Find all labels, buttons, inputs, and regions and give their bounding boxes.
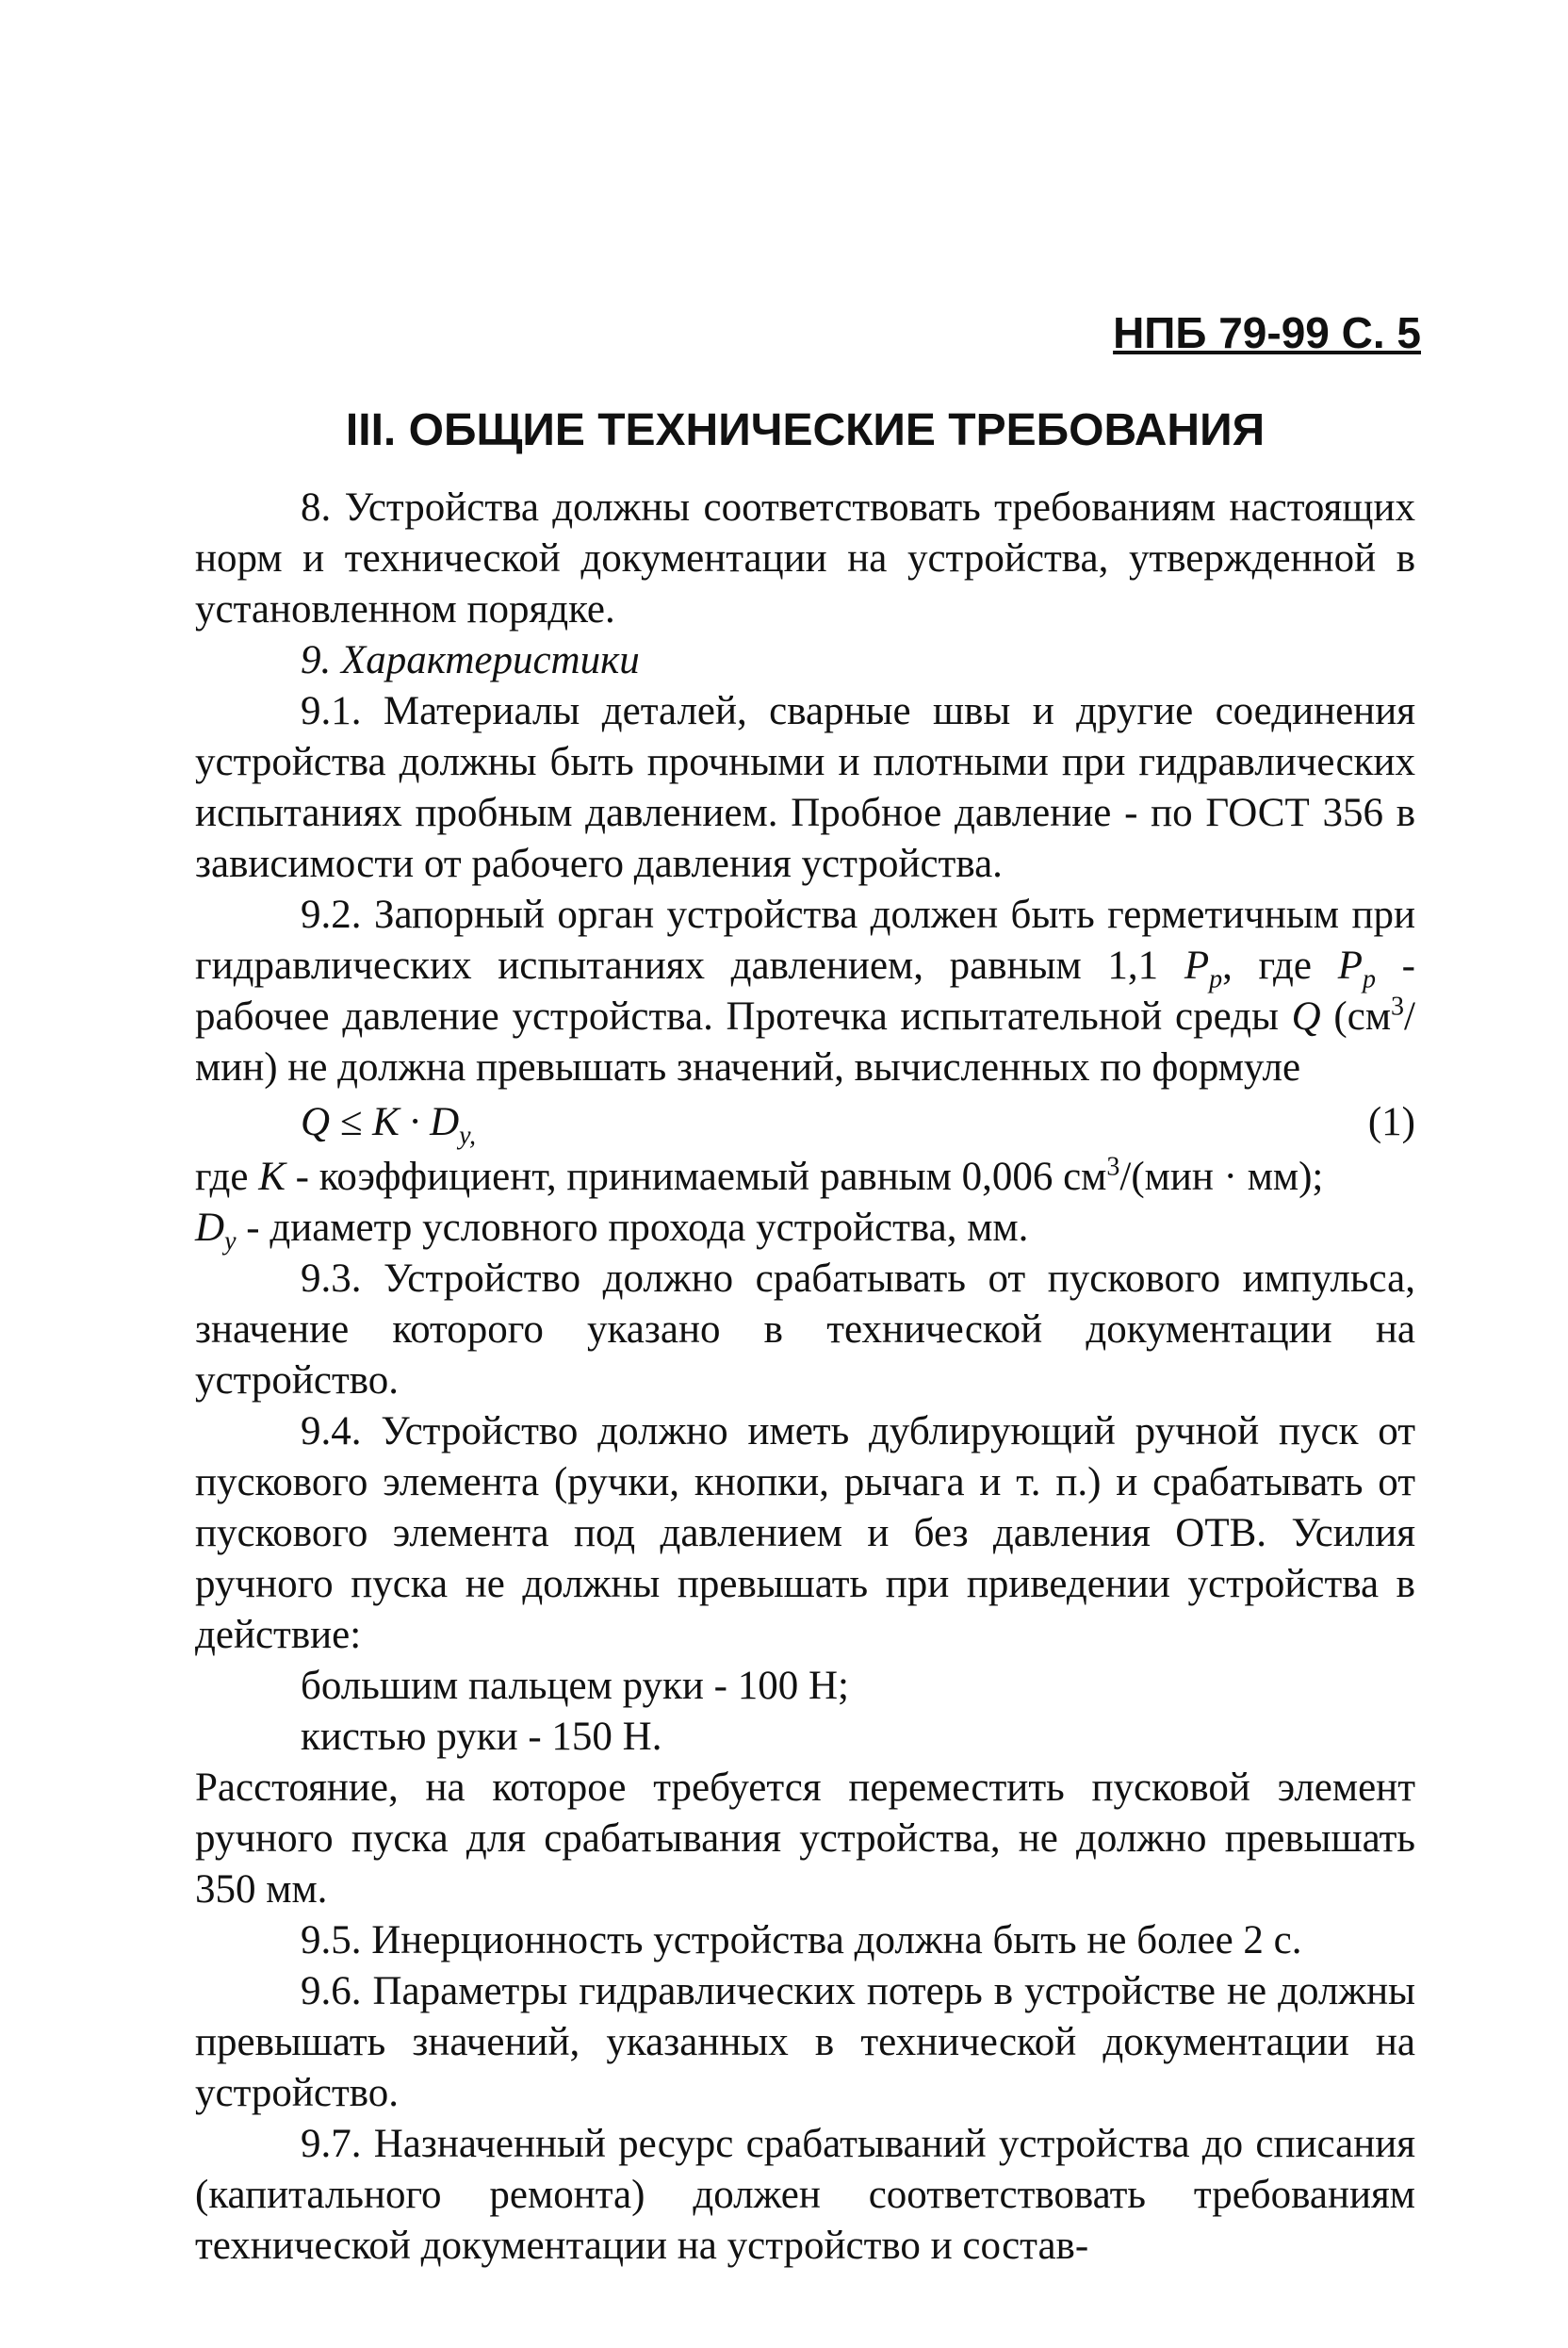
text-run: /(мин · мм);	[1119, 1154, 1324, 1199]
paragraph-9-5: 9.5. Инерционность устройства должна быть не более 2 с.	[301, 1917, 1302, 1962]
symbol-q: Q	[1291, 993, 1321, 1039]
list-item-thumb: большим пальцем руки - 100 Н;	[301, 1663, 849, 1708]
formula-line	[195, 1093, 1415, 1152]
paragraph-distance: Расстояние, на которое требуется переместить пусковой элемент ручного пуска для срабатывания устройства, не должно превышать 350 мм.	[195, 1765, 1415, 1912]
symbol-p-sub: p	[1362, 964, 1376, 994]
text-run: - рабочее давление устройства. Протечка испытательной среды	[195, 943, 1415, 1039]
paragraph-9-7: 9.7. Назначенный ресурс срабатываний устройства до списания (капитального ремонта) должен соответствовать требованиям технической документации на устройство и состав-	[195, 2121, 1415, 2268]
paragraph-8: 8. Устройства должны соответствовать требованиям настоящих норм и технической документации на устройства, утвержденной в установленном порядке.	[195, 484, 1415, 632]
paragraph-9-4: 9.4. Устройство должно иметь дублирующий ручной пуск от пускового элемента (ручки, кнопки, рычага и т. п.) и срабатывать от пускового элемента под давлением и без давления ОТВ. Усилия ручного пуска не должны превышать при приведении устройства в действие:	[195, 1408, 1415, 1657]
symbol-p: P	[1337, 943, 1363, 988]
subscript	[1209, 964, 1222, 993]
text-run: где	[195, 1154, 259, 1199]
list-item-hand: кистью руки - 150 Н.	[301, 1714, 662, 1759]
subscript	[1363, 964, 1376, 993]
formula-text: Q ≤ K · D	[301, 1099, 460, 1144]
text-run: - коэффициент, принимаемый равным 0,006 см	[285, 1154, 1107, 1199]
paragraph-9-1: 9.1. Материалы деталей, сварные швы и другие соединения устройства должны быть прочными и плотными при гидравлических испытаниях пробным давлением. Пробное давление - по ГОСТ 356 в зависимости от рабочего давления устройства.	[195, 688, 1415, 886]
symbol-k: K	[258, 1154, 286, 1199]
paragraph-9-6: 9.6. Параметры гидравлических потерь в устройстве не должны превышать значений, указанных в технической документации на устройство.	[195, 1968, 1415, 2115]
section-title: III. ОБЩИЕ ТЕХНИЧЕСКИЕ ТРЕБОВАНИЯ	[345, 405, 1266, 455]
symbol-d: D	[195, 1205, 225, 1250]
text-run: /мин) не должна превышать значений, вычисленных по формуле	[195, 993, 1415, 1090]
symbol-y-sub: y	[224, 1226, 237, 1256]
subscript	[224, 1226, 236, 1256]
symbol-p: P	[1184, 943, 1210, 988]
page-content	[195, 403, 1415, 2272]
formula-subscript: y,	[459, 1121, 477, 1151]
where-dy-line	[195, 1203, 1415, 1254]
text-run: 9.2. Запорный орган устройства должен быть герметичным при гидравлических испытаниях давлением, равным 1,1	[195, 892, 1415, 988]
doc-header: НПБ 79-99 С. 5	[1113, 308, 1421, 357]
text-run: (см	[1320, 993, 1392, 1039]
formula	[301, 1093, 476, 1152]
paragraph-9-3: 9.3. Устройство должно срабатывать от пускового импульса, значение которого указано в технической документации на устройство.	[195, 1256, 1415, 1403]
text-run: - диаметр условного прохода устройства, мм.	[236, 1205, 1029, 1250]
text-run: , где	[1222, 943, 1338, 988]
paragraph-9-heading: 9. Характеристики	[301, 637, 640, 682]
symbol-p-sub: p	[1209, 964, 1223, 994]
superscript-3: 3	[1391, 992, 1405, 1022]
where-k-line	[195, 1152, 1415, 1203]
equation-number: (1)	[1367, 1099, 1415, 1144]
superscript-3: 3	[1106, 1152, 1120, 1182]
paragraph-9-2	[195, 890, 1415, 1093]
